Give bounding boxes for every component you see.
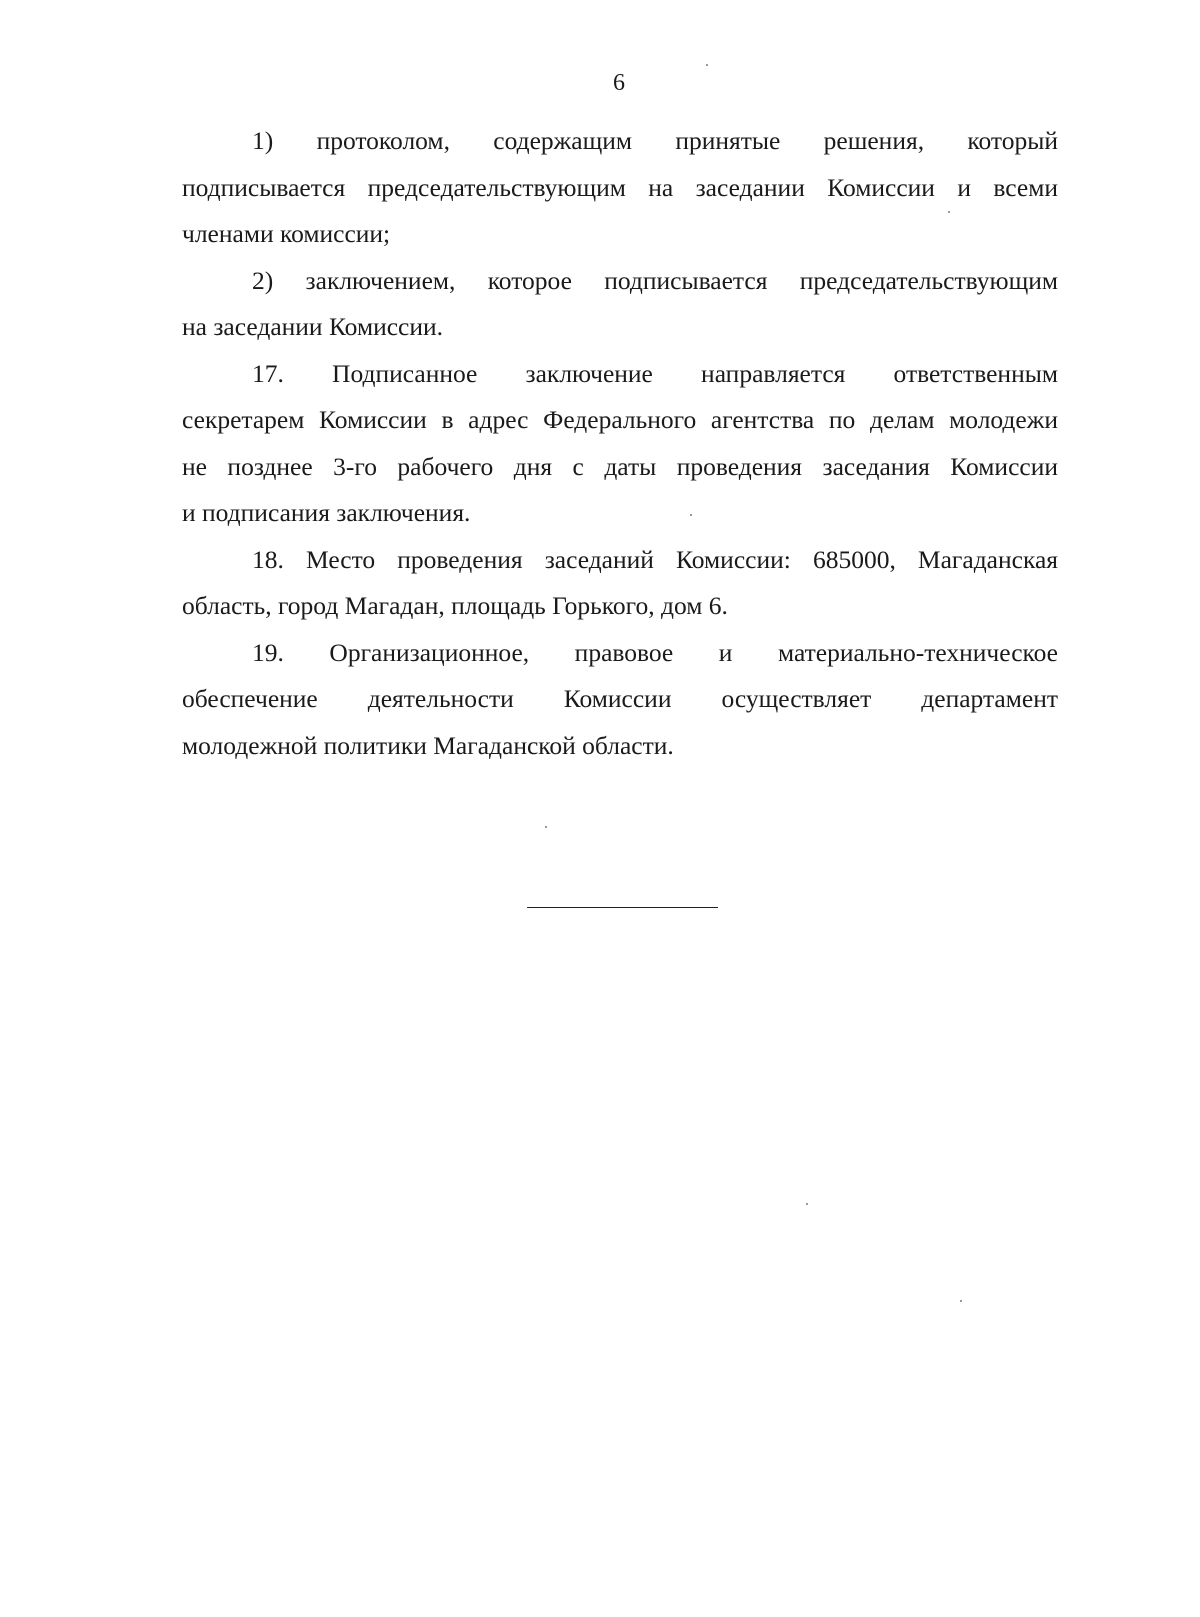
text-line: на заседании Комиссии. — [182, 312, 444, 341]
paragraph-item-1 — [182, 118, 1058, 258]
text-line: область, город Магадан, площадь Горького, дом 6. — [182, 591, 728, 620]
text-line: обеспечение деятельности Комиссии осуществляет департамент — [182, 684, 1058, 713]
text-line: секретарем Комиссии в адрес Федерального агентства по делам молодежи — [182, 405, 1058, 434]
text-line: членами комиссии; — [182, 219, 391, 248]
text-line: не позднее 3-го рабочего дня с даты проведения заседания Комиссии — [182, 451, 1058, 481]
text-line: подписывается председательствующим на заседании Комиссии и всеми — [182, 172, 1058, 202]
text-line: и подписания заключения. — [182, 498, 471, 527]
scan-speck — [960, 1300, 962, 1302]
text-line: молодежной политики Магаданской области. — [182, 730, 674, 760]
paragraph-18 — [182, 537, 1058, 630]
paragraph-19 — [182, 630, 1058, 770]
paragraph-17 — [182, 351, 1058, 537]
scan-speck — [690, 514, 692, 516]
document-body — [182, 118, 1058, 769]
scan-speck — [545, 826, 547, 828]
paragraph-item-2 — [182, 258, 1058, 351]
scan-speck — [948, 211, 950, 213]
scan-speck — [806, 1203, 808, 1205]
text-line: 2) заключением, которое подписывается председательствующим — [252, 265, 1058, 295]
text-line: 17. Подписанное заключение направляется ответственным — [252, 358, 1058, 388]
scan-speck — [706, 64, 708, 66]
page-number: 6 — [613, 70, 625, 96]
text-line: 19. Организационное, правовое и материально-техническое — [252, 637, 1058, 667]
end-of-document-rule — [527, 907, 718, 908]
text-line: 18. Место проведения заседаний Комиссии: 685000, Магаданская — [252, 544, 1058, 574]
text-line: 1) протоколом, содержащим принятые решения, который — [252, 126, 1058, 155]
